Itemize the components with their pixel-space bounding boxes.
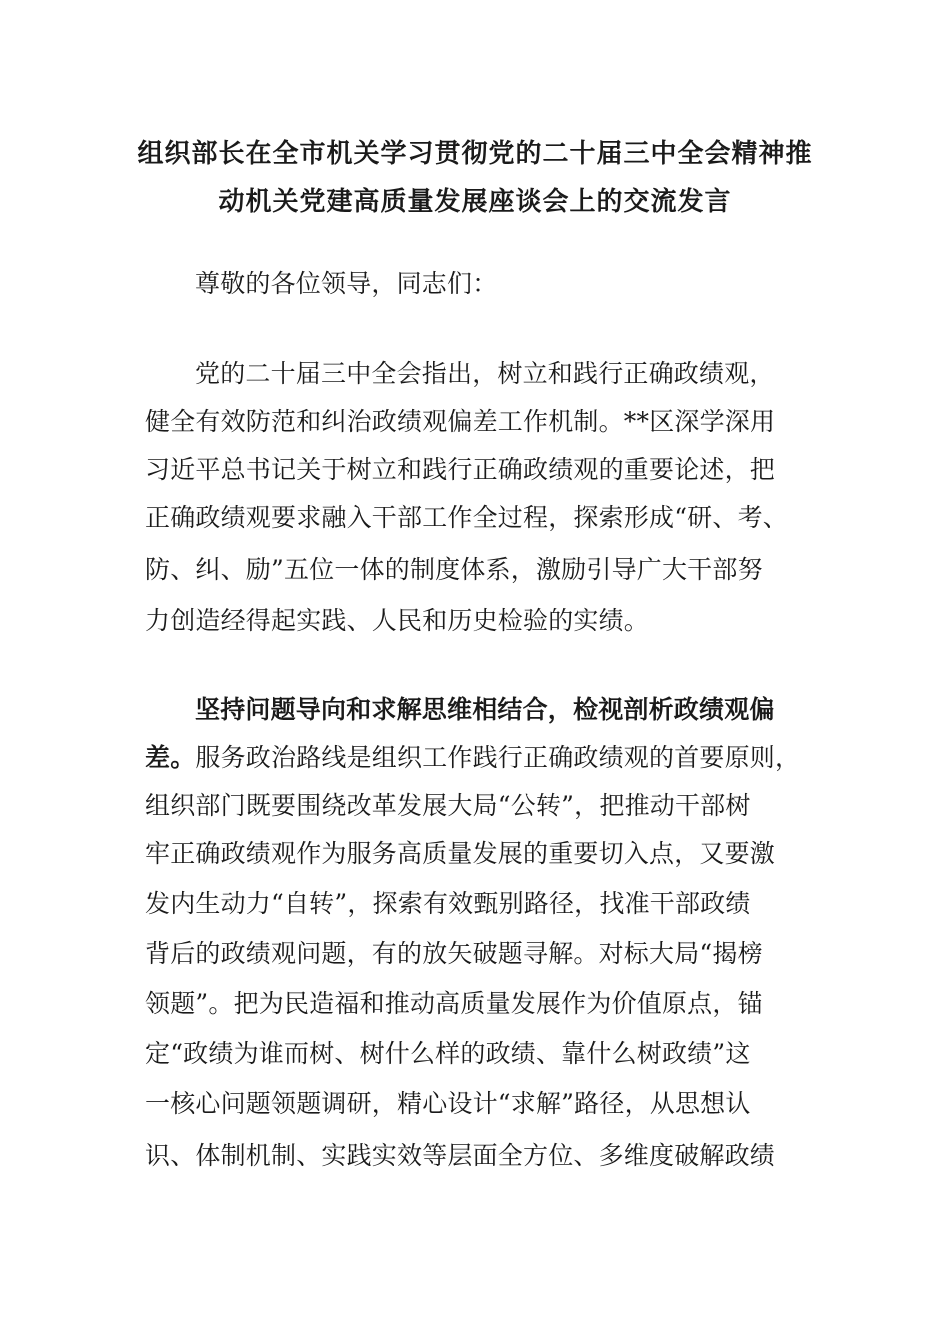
paragraph-1-line-6: 力创造经得起实践、人民和历史检验的实绩。 — [145, 606, 650, 635]
paragraph-2-line-9: 一核心问题领题调研，精心设计“求解”路径，从思想认 — [145, 1089, 751, 1118]
document-title-line-1: 组织部长在全市机关学习贯彻党的二十届三中全会精神推 — [137, 139, 813, 169]
paragraph-2-heading-end: 差。 — [145, 743, 196, 772]
paragraph-2-line-3: 组织部门既要围绕改革发展大局“公转”，把推动干部树 — [145, 791, 751, 820]
document-title-line-2: 动机关党建高质量发展座谈会上的交流发言 — [218, 187, 732, 217]
paragraph-2-line-10: 识、体制机制、实践实效等层面全方位、多维度破解政绩 — [145, 1141, 776, 1170]
paragraph-2-line-7: 领题”。把为民造福和推动高质量发展作为价值原点，锚 — [145, 989, 763, 1018]
salutation: 尊敬的各位领导，同志们： — [195, 269, 498, 298]
paragraph-1-line-3: 习近平总书记关于树立和践行正确政绩观的重要论述，把 — [145, 455, 776, 484]
paragraph-1-line-1: 党的二十届三中全会指出，树立和践行正确政绩观， — [195, 359, 775, 388]
paragraph-1-line-4: 正确政绩观要求融入干部工作全过程，探索形成“研、考、 — [145, 503, 788, 532]
paragraph-2-line-2-text: 服务政治路线是组织工作践行正确政绩观的首要原则， — [195, 743, 801, 772]
paragraph-2-heading: 坚持问题导向和求解思维相结合，检视剖析政绩观偏 — [195, 695, 775, 724]
paragraph-2-line-8: 定“政绩为谁而树、树什么样的政绩、靠什么树政绩”这 — [145, 1039, 751, 1068]
paragraph-2-line-2 — [145, 734, 800, 782]
paragraph-2-line-6: 背后的政绩观问题，有的放矢破题寻解。对标大局“揭榜 — [145, 939, 763, 968]
paragraph-2-line-4: 牢正确政绩观作为服务高质量发展的重要切入点，又要激 — [145, 839, 776, 868]
paragraph-2-line-5: 发内生动力“自转”，探索有效甄别路径，找准干部政绩 — [145, 889, 751, 918]
paragraph-1-line-2: 健全有效防范和纠治政绩观偏差工作机制。**区深学深用 — [145, 407, 776, 436]
paragraph-1-line-5: 防、纠、励”五位一体的制度体系，激励引导广大干部努 — [145, 555, 763, 584]
